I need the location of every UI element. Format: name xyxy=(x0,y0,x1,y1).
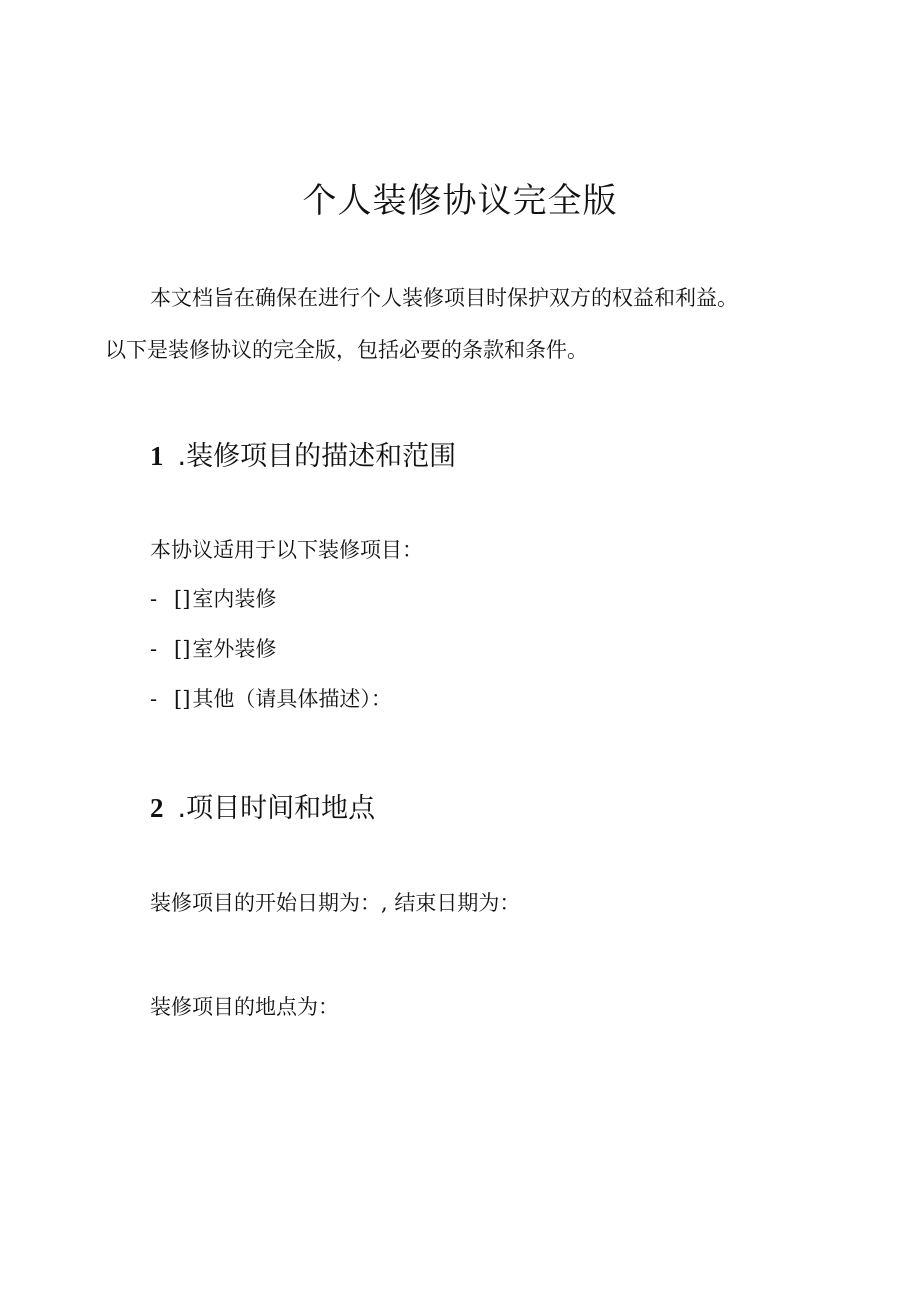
project-location-line: 装修项目的地点为： xyxy=(150,995,339,1019)
option-outdoor-label: 室外装修 xyxy=(192,637,277,661)
section-1-heading xyxy=(150,436,456,477)
section-1-title: .装修项目的描述和范围 xyxy=(177,441,457,472)
intro-paragraph-line-1: 本文档旨在确保在进行个人装修项目时保护双方的权益和利益。 xyxy=(150,286,738,310)
document-title: 个人装修协议完全版 xyxy=(302,181,618,221)
section-2-number: 2 xyxy=(150,793,164,823)
option-indoor xyxy=(150,584,392,634)
list-dash: - xyxy=(150,587,158,611)
project-dates-line: 装修项目的开始日期为：, 结束日期为： xyxy=(150,891,521,915)
section-2-heading xyxy=(150,788,375,829)
list-dash: - xyxy=(150,637,158,661)
checkbox-indoor[interactable]: [] xyxy=(174,587,191,611)
project-type-options xyxy=(150,584,392,734)
option-other xyxy=(150,684,392,734)
checkbox-other[interactable]: [] xyxy=(174,687,191,711)
list-dash: - xyxy=(150,687,158,711)
intro-paragraph-line-2: 以下是装修协议的完全版，包括必要的条款和条件。 xyxy=(105,338,588,362)
option-outdoor xyxy=(150,634,392,684)
option-other-label: 其他（请具体描述）： xyxy=(192,687,392,711)
scope-intro-text: 本协议适用于以下装修项目： xyxy=(150,538,423,562)
section-1-number: 1 xyxy=(150,441,164,471)
option-indoor-label: 室内装修 xyxy=(192,587,277,611)
section-2-title: .项目时间和地点 xyxy=(177,793,376,824)
checkbox-outdoor[interactable]: [] xyxy=(174,637,191,661)
